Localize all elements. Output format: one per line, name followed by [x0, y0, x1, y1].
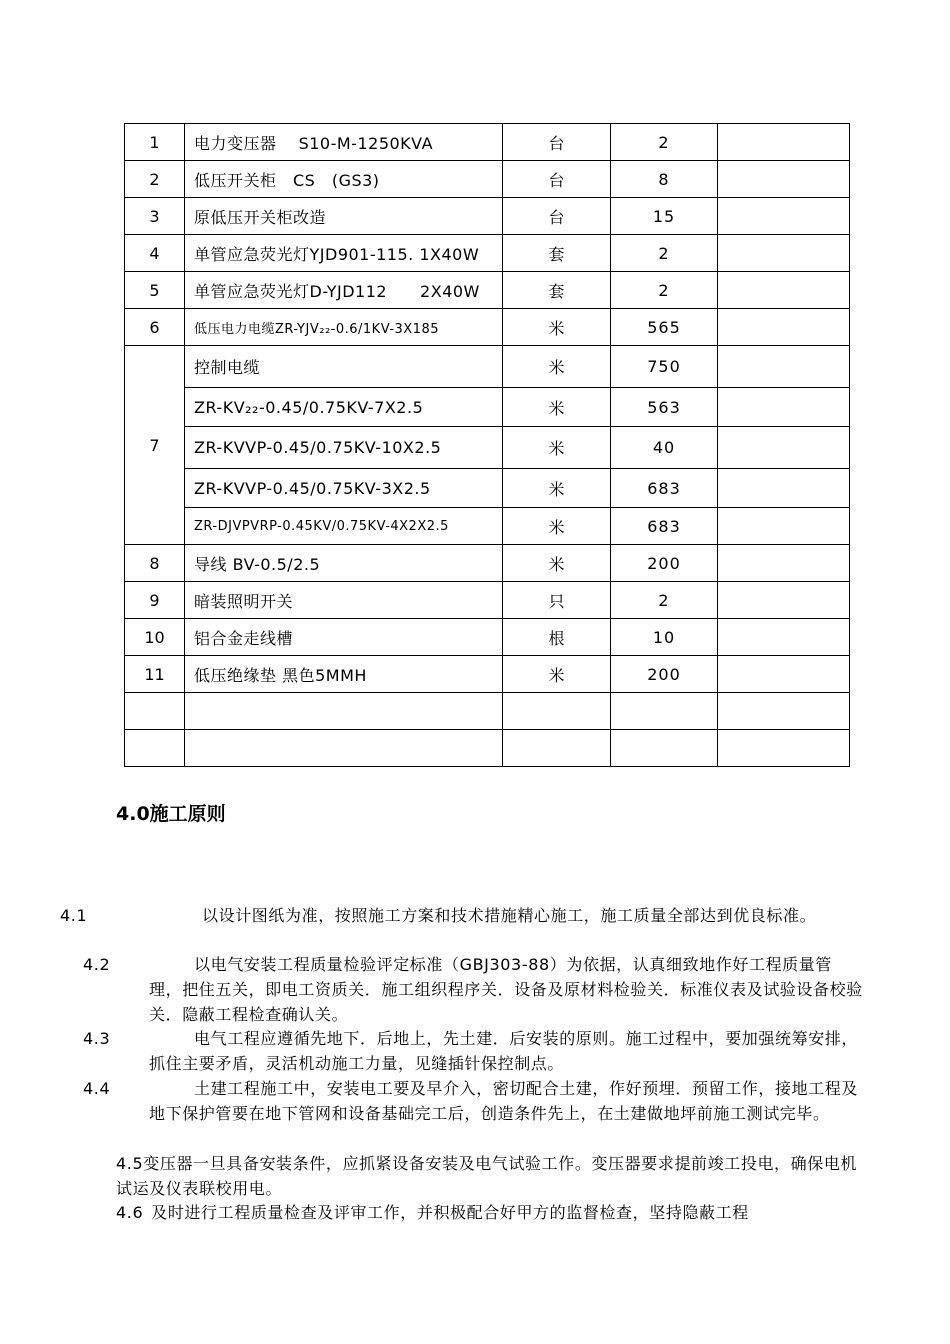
item-quantity: 10 [611, 619, 718, 656]
clause-text: 变压器一旦具备安装条件，应抓紧设备安装及电气试验工作。变压器要求提前竣工投电，确保电机试运及仪表联校用电。 [116, 1154, 858, 1198]
item-name: 单管应急荧光灯D-YJD112 2X40W [185, 272, 503, 309]
row-number: 4 [125, 235, 185, 272]
item-quantity: 2 [611, 582, 718, 619]
item-note [718, 309, 850, 346]
row-number: 3 [125, 198, 185, 235]
clause-number: 4.6 [116, 1203, 144, 1222]
empty-cell [503, 693, 611, 730]
item-note [718, 198, 850, 235]
empty-cell [185, 730, 503, 767]
item-quantity: 563 [611, 388, 718, 427]
table-row [125, 235, 850, 272]
section-heading: 4.0施工原则 [116, 803, 226, 825]
item-name: 暗装照明开关 [185, 582, 503, 619]
empty-cell [185, 693, 503, 730]
item-unit: 套 [503, 272, 611, 309]
item-note [718, 619, 850, 656]
empty-cell [125, 730, 185, 767]
clause-text: 土建工程施工中，安装电工要及早介入，密切配合土建，作好预埋．预留工作，接地工程及地下保护管要在地下管网和设备基础完工后，创造条件先上，在土建做地坪前施工测试完毕。 [149, 1079, 859, 1123]
item-quantity: 200 [611, 656, 718, 693]
clause-4-4 [83, 1076, 864, 1126]
clause-4-3 [83, 1026, 864, 1076]
empty-table-row [125, 693, 850, 730]
item-note [718, 388, 850, 427]
item-unit: 米 [503, 508, 611, 545]
item-unit: 台 [503, 124, 611, 161]
clause-text: 以电气安装工程质量检验评定标准（GBJ303-88）为依据，认真细致地作好工程质量管理，把住五关，即电工资质关．施工组织程序关．设备及原材料检验关．标准仪表及试验设备校验关．隐蔽工程检查确认关。 [149, 955, 863, 1024]
item-quantity: 565 [611, 309, 718, 346]
table-row [125, 582, 850, 619]
clause-4-1 [60, 903, 864, 928]
table-row [125, 508, 850, 545]
item-unit: 米 [503, 469, 611, 508]
item-unit: 台 [503, 198, 611, 235]
item-quantity: 2 [611, 235, 718, 272]
clause-4-5 [116, 1151, 864, 1201]
item-unit: 套 [503, 235, 611, 272]
item-quantity: 40 [611, 427, 718, 469]
item-note [718, 346, 850, 388]
clause-text: 及时进行工程质量检查及评审工作，并积极配合好甲方的监督检查，坚持隐蔽工程 [151, 1203, 749, 1222]
table-row [125, 619, 850, 656]
row-number: 11 [125, 656, 185, 693]
table-row [125, 161, 850, 198]
empty-cell [611, 693, 718, 730]
item-name: 低压绝缘垫 黑色5MMH [185, 656, 503, 693]
item-name: 电力变压器 S10-M-1250KVA [185, 124, 503, 161]
item-name: 低压电力电缆ZR-YJV₂₂-0.6/1KV-3X185 [185, 309, 503, 346]
row-number: 1 [125, 124, 185, 161]
table-row [125, 198, 850, 235]
table-row [125, 388, 850, 427]
row-number: 5 [125, 272, 185, 309]
clause-4-6 [116, 1200, 864, 1225]
item-quantity: 683 [611, 508, 718, 545]
item-note [718, 124, 850, 161]
item-note [718, 469, 850, 508]
row-number: 9 [125, 582, 185, 619]
row-number: 6 [125, 309, 185, 346]
item-unit: 只 [503, 582, 611, 619]
table-row [125, 272, 850, 309]
empty-cell [718, 730, 850, 767]
item-name: ZR-KV₂₂-0.45/0.75KV-7X2.5 [185, 388, 503, 427]
item-unit: 米 [503, 427, 611, 469]
item-note [718, 272, 850, 309]
item-quantity: 15 [611, 198, 718, 235]
clause-4-2 [83, 952, 864, 1027]
item-name: ZR-DJVPVRP-0.45KV/0.75KV-4X2X2.5 [185, 508, 503, 545]
item-name: 控制电缆 [185, 346, 503, 388]
item-note [718, 545, 850, 582]
table-row [125, 346, 850, 388]
item-unit: 米 [503, 388, 611, 427]
table-row [125, 469, 850, 508]
clause-number: 4.2 [83, 955, 111, 974]
item-quantity: 2 [611, 124, 718, 161]
item-note [718, 427, 850, 469]
item-quantity: 683 [611, 469, 718, 508]
item-unit: 米 [503, 545, 611, 582]
item-quantity: 2 [611, 272, 718, 309]
empty-cell [503, 730, 611, 767]
row-number: 10 [125, 619, 185, 656]
clause-number: 4.3 [83, 1029, 111, 1048]
empty-cell [718, 693, 850, 730]
clause-number: 4.5 [116, 1154, 144, 1173]
item-unit: 米 [503, 656, 611, 693]
item-note [718, 582, 850, 619]
item-name: 单管应急荧光灯YJD901-115. 1X40W [185, 235, 503, 272]
empty-cell [611, 730, 718, 767]
table-row [125, 309, 850, 346]
item-name: ZR-KVVP-0.45/0.75KV-3X2.5 [185, 469, 503, 508]
table-row [125, 656, 850, 693]
item-name: 铝合金走线槽 [185, 619, 503, 656]
row-number: 7 [125, 346, 185, 545]
item-quantity: 200 [611, 545, 718, 582]
item-quantity: 8 [611, 161, 718, 198]
empty-table-row [125, 730, 850, 767]
empty-cell [125, 693, 185, 730]
item-note [718, 656, 850, 693]
item-name: 导线 BV-0.5/2.5 [185, 545, 503, 582]
item-note [718, 235, 850, 272]
item-quantity: 750 [611, 346, 718, 388]
item-unit: 根 [503, 619, 611, 656]
table-row [125, 545, 850, 582]
row-number: 8 [125, 545, 185, 582]
clause-text: 电气工程应遵循先地下．后地上，先土建．后安装的原则。施工过程中，要加强统筹安排，抓住主要矛盾，灵活机动施工力量，见缝插针保控制点。 [149, 1029, 859, 1073]
equipment-table [124, 123, 850, 767]
row-number: 2 [125, 161, 185, 198]
item-name: ZR-KVVP-0.45/0.75KV-10X2.5 [185, 427, 503, 469]
table-row [125, 427, 850, 469]
clause-text: 以设计图纸为准，按照施工方案和技术措施精心施工，施工质量全部达到优良标准。 [202, 906, 817, 925]
item-note [718, 508, 850, 545]
clause-number: 4.4 [83, 1079, 111, 1098]
item-unit: 台 [503, 161, 611, 198]
table-row [125, 124, 850, 161]
clause-number: 4.1 [60, 906, 88, 925]
item-name: 原低压开关柜改造 [185, 198, 503, 235]
item-name: 低压开关柜 CS (GS3) [185, 161, 503, 198]
item-note [718, 161, 850, 198]
item-unit: 米 [503, 346, 611, 388]
item-unit: 米 [503, 309, 611, 346]
